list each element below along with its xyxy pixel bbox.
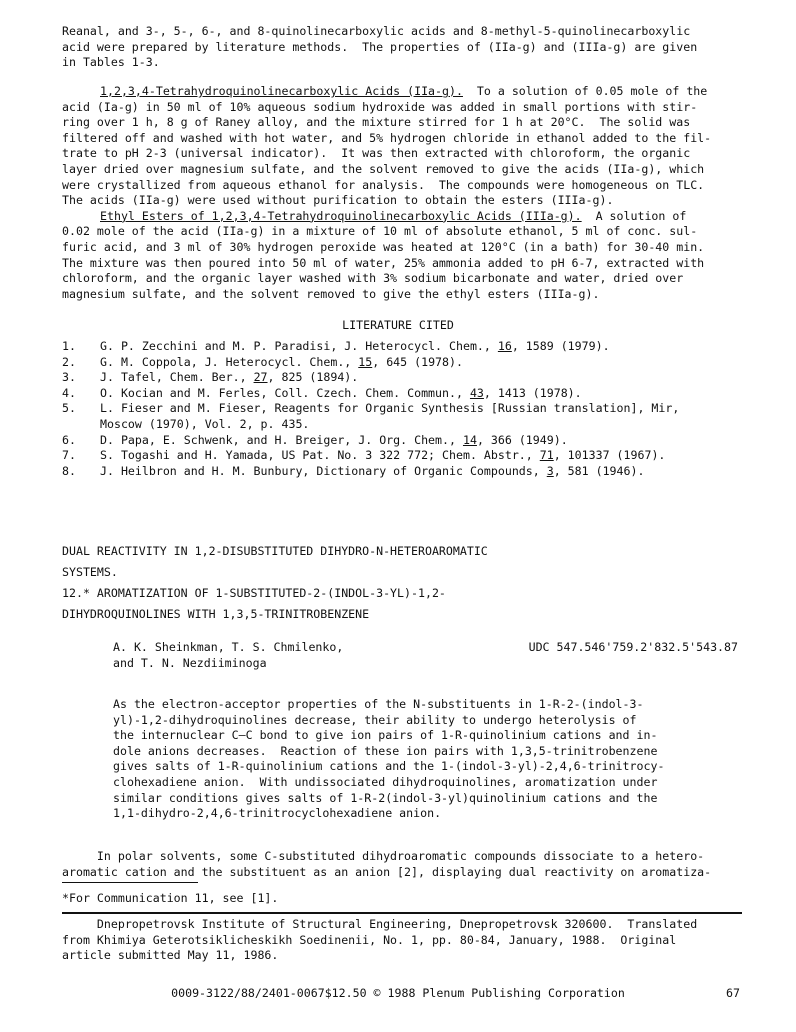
text-line: Reanal, and 3-, 5-, 6-, and 8-quinolinecarboxylic acids and 8-methyl-5-quinolinecarboxylic — [62, 24, 691, 38]
methods-section — [62, 84, 752, 302]
text-line: The mixture was then poured into 50 ml of water, 25% ammonia added to pH 6-7, extracted with — [62, 255, 705, 270]
reference-number: 4. — [62, 385, 76, 400]
text-line: article submitted May 11, 1986. — [62, 948, 279, 963]
text-line: acid were prepared by literature methods. The properties of (IIa-g) and (IIIa-g) are given — [62, 39, 698, 54]
text-fragment: To a solution of 0.05 mole of the — [462, 84, 708, 98]
authors — [113, 640, 343, 671]
reference-number: 3. — [62, 370, 76, 385]
reference-text — [100, 401, 679, 432]
title-line: DIHYDROQUINOLINES WITH 1,3,5-TRINITROBENZENE — [62, 607, 370, 621]
affiliation-note — [62, 917, 752, 964]
reference-number: 7. — [62, 448, 76, 463]
title-line: DUAL REACTIVITY IN 1,2-DISUBSTITUTED DIHYDRO-N-HETEROAROMATIC — [62, 544, 488, 558]
reference-pages: , 101337 (1967). — [553, 448, 666, 463]
article-title — [62, 541, 702, 625]
reference-pages: , 581 (1946). — [553, 463, 645, 478]
text-line: The acids (IIa-g) were used without purification to obtain the esters (IIIa-g). — [62, 193, 614, 208]
reference-continuation: Moscow (1970), Vol. 2, p. 435. — [100, 416, 310, 431]
copyright-line: 0009-3122/88/2401-0067$12.50 © 1988 Plenum Publishing Corporation — [171, 986, 625, 1000]
intro-paragraph — [62, 24, 752, 71]
reference-volume: 14 — [462, 432, 477, 447]
text-line: layer dried over magnesium sulfate, and the solvent removed to give the acids (IIa-g), which — [62, 161, 705, 176]
text-line — [62, 84, 752, 100]
reference-citation: S. Togashi and H. Yamada, US Pat. No. 3 322 772; Chem. Abstr., — [100, 448, 540, 463]
reference-citation: J. Heilbron and H. M. Bunbury, Dictionary of Organic Compounds, — [100, 463, 547, 478]
reference-list — [62, 339, 762, 479]
reference-pages: , 825 (1894). — [267, 370, 359, 385]
reference-citation: J. Tafel, Chem. Ber., — [100, 370, 254, 385]
text-line: Dnepropetrovsk Institute of Structural Engineering, Dnepropetrovsk 320600. Translated — [62, 917, 698, 931]
literature-heading: LITERATURE CITED — [342, 318, 454, 332]
reference-text — [100, 448, 665, 464]
reference-citation: G. P. Zecchini and M. P. Paradisi, J. Heterocycl. Chem., — [100, 339, 498, 353]
text-line: trate to pH 2-3 (universal indicator). It was then extracted with chloroform, the organic — [62, 146, 691, 161]
reference-item — [62, 370, 762, 386]
reference-item — [62, 464, 762, 480]
text-line: gives salts of 1-R-quinolinium cations and the 1-(indol-3-yl)-2,4,6-trinitrocy- — [113, 759, 665, 774]
reference-citation: O. Kocian and M. Ferles, Coll. Czech. Chem. Commun., — [100, 385, 470, 400]
reference-pages: , 645 (1978). — [372, 354, 463, 369]
reference-item — [62, 386, 762, 402]
reference-item — [62, 448, 762, 464]
reference-number: 1. — [62, 339, 76, 353]
affiliation-divider — [62, 912, 742, 914]
text-line: dole anions decreases. Reaction of these ion pairs with 1,3,5-trinitrobenzene — [113, 743, 658, 758]
reference-text — [100, 386, 582, 402]
reference-text — [100, 464, 644, 480]
reference-pages: , 1413 (1978). — [483, 385, 582, 400]
reference-text — [100, 370, 358, 386]
text-line: 0.02 mole of the acid (IIa-g) in a mixture of 10 ml of absolute ethanol, 5 ml of conc. sul- — [62, 224, 698, 239]
reference-pages: , 366 (1949). — [476, 432, 568, 447]
footnote: *For Communication 11, see [1]. — [62, 891, 279, 905]
reference-volume: 43 — [469, 385, 484, 400]
text-line: ring over 1 h, 8 g of Raney alloy, and the mixture stirred for 1 h at 20°C. The solid was — [62, 115, 691, 130]
reference-number: 5. — [62, 401, 76, 416]
reference-number: 8. — [62, 463, 76, 478]
text-line: similar conditions gives salts of 1-R-2(indol-3-yl)quinolinium cations and the — [113, 790, 658, 805]
text-line: were crystallized from aqueous ethanol for analysis. The compounds were homogeneous on TLC. — [62, 177, 705, 192]
acids-procedure — [62, 84, 752, 209]
reference-number: 6. — [62, 432, 76, 447]
reference-citation: G. M. Coppola, J. Heterocycl. Chem., — [100, 354, 359, 369]
author-line: A. K. Sheinkman, T. S. Chmilenko, — [113, 640, 344, 654]
reference-citation: L. Fieser and M. Fieser, Reagents for Organic Synthesis [Russian translation], Mir, — [100, 401, 680, 416]
reference-text — [100, 339, 610, 355]
text-line: furic acid, and 3 ml of 30% hydrogen peroxide was heated at 120°C (in a bath) for 30-40 min. — [62, 239, 705, 254]
text-fragment: A solution of — [581, 208, 687, 223]
esters-procedure — [62, 209, 752, 303]
text-line: As the electron-acceptor properties of the N-substituents in 1-R-2-(indol-3- — [113, 697, 644, 711]
acids-heading: 1,2,3,4-Tetrahydroquinolinecarboxylic Acids (IIa-g). — [100, 84, 463, 98]
reference-volume: 27 — [253, 370, 268, 385]
text-line: the internuclear C—C bond to give ion pairs of 1-R-quinolinium cations and in- — [113, 728, 658, 743]
text-line: chloroform, and the organic layer washed with 3% sodium bicarbonate and water, dried over — [62, 271, 684, 286]
text-line: magnesium sulfate, and the solvent removed to give the ethyl esters (IIIa-g). — [62, 286, 600, 301]
text-line — [62, 209, 752, 225]
text-line: in Tables 1-3. — [62, 55, 160, 70]
text-line: from Khimiya Geterotsiklicheskikh Soedinenii, No. 1, pp. 80-84, January, 1988. Original — [62, 932, 677, 947]
reference-item — [62, 433, 762, 449]
esters-heading: Ethyl Esters of 1,2,3,4-Tetrahydroquinolinecarboxylic Acids (IIIa-g). — [100, 208, 582, 223]
title-line: 12.* AROMATIZATION OF 1-SUBSTITUTED-2-(INDOL-3-YL)-1,2- — [62, 586, 446, 600]
reference-text — [100, 355, 463, 371]
text-line: filtered off and washed with hot water, and 5% hydrogen chloride in ethanol added to the fil- — [62, 130, 712, 145]
footnote-divider — [62, 882, 198, 883]
reference-text — [100, 433, 568, 449]
text-line: In polar solvents, some C-substituted dihydroaromatic compounds dissociate to a hetero- — [62, 849, 705, 863]
title-line: SYSTEMS. — [62, 565, 118, 579]
reference-volume: 16 — [497, 339, 512, 353]
text-line: 1,1-dihydro-2,4,6-trinitrocyclohexadiene anion. — [113, 806, 442, 821]
text-line: aromatic cation and the substituent as an anion [2], displaying dual reactivity on aromatiza- — [62, 864, 712, 879]
reference-item — [62, 401, 762, 432]
reference-item — [62, 355, 762, 371]
body-text — [62, 849, 752, 880]
abstract — [113, 697, 713, 822]
reference-number: 2. — [62, 354, 76, 369]
reference-item — [62, 339, 762, 355]
reference-volume: 71 — [539, 448, 554, 463]
text-line: acid (Ia-g) in 50 ml of 10% aqueous sodium hydroxide was added in small portions with stir- — [62, 99, 698, 114]
reference-pages: , 1589 (1979). — [511, 339, 610, 353]
text-line: clohexadiene anion. With undissociated dihydroquinolines, aromatization under — [113, 774, 658, 789]
author-line: and T. N. Nezdiiminoga — [113, 655, 267, 670]
reference-volume: 15 — [358, 354, 373, 369]
page-number: 67 — [726, 986, 740, 1000]
text-line: yl)-1,2-dihydroquinolines decrease, their ability to undergo heterolysis of — [113, 712, 637, 727]
reference-volume: 3 — [546, 463, 554, 478]
reference-citation: D. Papa, E. Schwenk, and H. Breiger, J. Org. Chem., — [100, 432, 463, 447]
udc-code: UDC 547.546'759.2'832.5'543.87 — [528, 640, 738, 654]
